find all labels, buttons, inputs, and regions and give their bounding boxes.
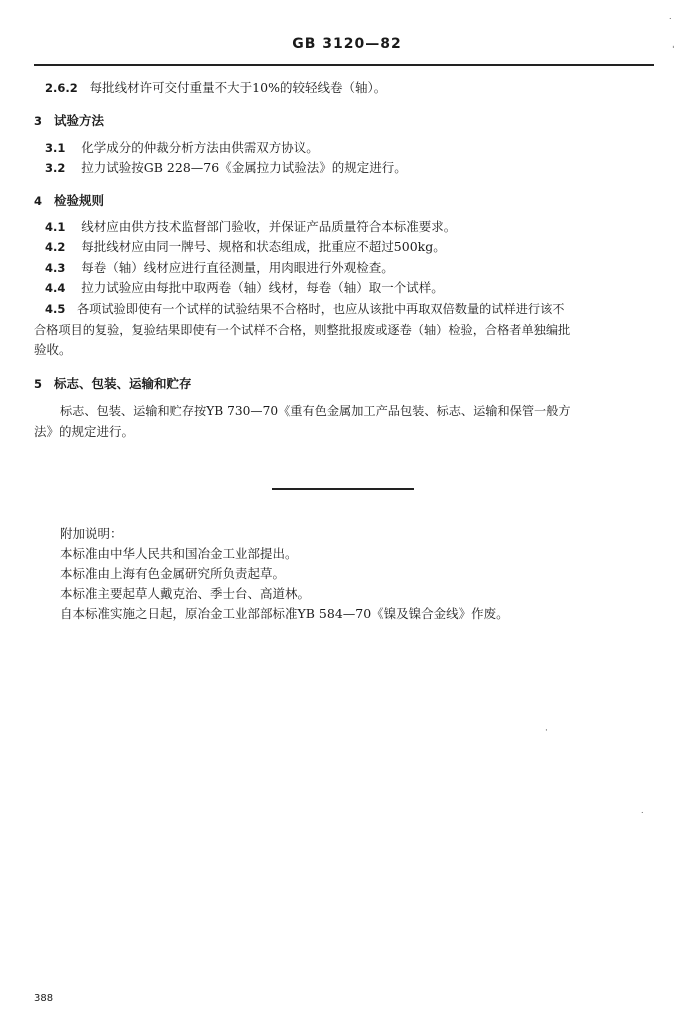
clause-4-1 [45,219,456,235]
clause-number: 3.1 [45,141,66,155]
scan-speck: ˌ [672,40,675,50]
note-line: 本标准主要起草人戴克治、季士台、高道林。 [60,586,311,601]
section-title: 试验方法 [53,113,104,128]
clause-text: 线材应由供方技术监督部门验收，并保证产品质量符合本标准要求。 [81,219,457,234]
clause-4-2 [45,239,446,255]
section-number: 5 [34,377,43,391]
clause-text: 化学成分的仲裁分析方法由供需双方协议。 [81,140,319,155]
clause-3-2 [45,160,407,176]
clause-text: 每批线材许可交付重量不大于10%的较轻线卷（轴）。 [89,80,387,95]
header-rule [34,64,654,66]
section-separator [272,488,414,490]
scan-speck: · [545,726,548,736]
clause-text: 每卷（轴）线材应进行直径测量，用肉眼进行外观检查。 [81,260,394,275]
clause-2-6-2 [45,80,386,96]
clause-4-5-line-1 [45,301,565,317]
clause-number: 4.3 [45,261,66,275]
section-number: 3 [34,114,43,128]
note-line: 本标准由上海有色金属研究所负责起草。 [60,566,286,581]
section-number: 4 [34,194,43,208]
clause-number: 3.2 [45,161,66,175]
clause-number: 2.6.2 [45,81,78,95]
section-5-heading [34,376,191,392]
clause-4-4 [45,280,444,296]
clause-number: 4.2 [45,240,66,254]
note-line: 自本标准实施之日起，原冶金工业部部标准YB 584—70《镍及镍合金线》作废。 [60,606,509,621]
section-5-text-line-1: 标志、包装、运输和贮存按YB 730—70《重有色金属加工产品包装、标志、运输和保管一般方 [60,404,571,418]
clause-4-5-line-3: 验收。 [34,342,72,357]
clause-number: 4.4 [45,281,66,295]
page-number: 388 [34,993,54,1004]
section-5-text-line-2: 法》的规定进行。 [34,424,135,439]
clause-3-1 [45,140,319,156]
scan-speck: ˙ [640,812,645,822]
clause-number: 4.1 [45,220,66,234]
section-4-heading [34,193,104,209]
scan-speck: ˙ [668,18,673,28]
clause-text: 拉力试验按GB 228—76《金属拉力试验法》的规定进行。 [81,160,407,175]
section-title: 标志、包装、运输和贮存 [53,376,192,391]
clause-text: 拉力试验应由每批中取两卷（轴）线材，每卷（轴）取一个试样。 [81,280,444,295]
clause-4-3 [45,260,394,276]
clause-text: 每批线材应由同一牌号、规格和状态组成，批重应不超过500kg。 [81,239,446,254]
section-title: 检验规则 [53,193,104,208]
notes-title: 附加说明： [60,526,123,541]
clause-text: 各项试验即使有一个试样的试验结果不合格时，也应从该批中再取双倍数量的试样进行该不 [77,302,565,316]
standard-code-header: GB 3120—82 [292,36,402,52]
clause-4-5-line-2: 合格项目的复验，复验结果即使有一个试样不合格，则整批报废或逐卷（轴）检验，合格者单独编批 [34,323,571,337]
section-3-heading [34,113,104,129]
clause-number: 4.5 [45,302,66,316]
note-line: 本标准由中华人民共和国冶金工业部提出。 [60,546,298,561]
